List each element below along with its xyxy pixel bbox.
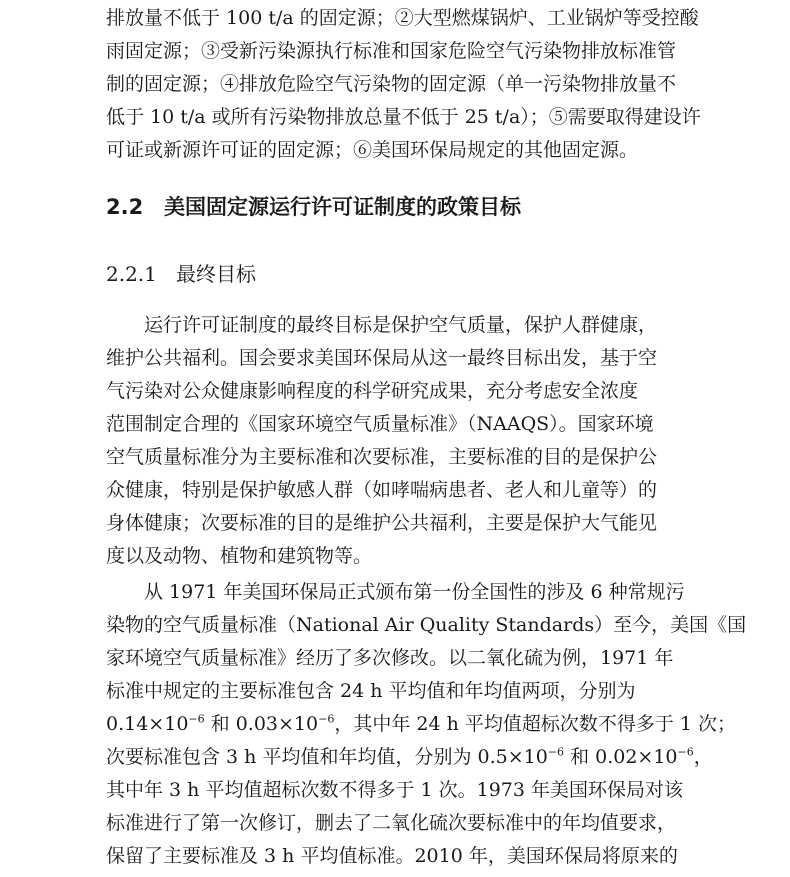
text-line: 标准进行了第一次修订，删去了二氧化硫次要标准中的年均值要求， (106, 812, 677, 834)
text-line: 度以及动物、植物和建筑物等。 (106, 545, 373, 567)
subsection-heading (106, 258, 256, 290)
text-line: 染物的空气质量标准（National Air Quality Standards）至今，美国《国 (106, 614, 747, 636)
paragraph-standard-history (106, 576, 747, 873)
text-segment: ， (693, 746, 713, 768)
value-text: 和 0.02×10 (564, 746, 678, 768)
value-text: 和 0.03×10 (204, 713, 319, 735)
section-heading (106, 190, 521, 224)
text-line: 可证或新源许可证的固定源；⑥美国环保局规定的其他固定源。 (106, 139, 639, 161)
subsection-title: 最终目标 (176, 262, 256, 286)
text-line: 雨固定源；③受新污染源执行标准和国家危险空气污染物排放标准管 (106, 40, 677, 62)
exponent: −6 (547, 745, 565, 759)
text-line (106, 741, 713, 774)
exponent: −6 (188, 712, 205, 726)
section-number: 2.2 (106, 195, 144, 219)
text-line: 保留了主要标准及 3 h 平均值标准。2010 年，美国环保局将原来的 (106, 845, 678, 867)
text-line: 排放量不低于 100 t/a 的固定源；②大型燃煤锅炉、工业锅炉等受控酸 (106, 7, 699, 29)
text-line: 范围制定合理的《国家环境空气质量标准》（NAAQS）。国家环境 (106, 413, 654, 435)
text-line: 空气质量标准分为主要标准和次要标准，主要标准的目的是保护公 (106, 446, 658, 468)
section-title: 美国固定源运行许可证制度的政策目标 (164, 195, 521, 219)
exponent: −6 (677, 745, 694, 759)
text-line: 家环境空气质量标准》经历了多次修改。以二氧化硫为例，1971 年 (106, 647, 674, 669)
text-line: 从 1971 年美国环保局正式颁布第一份全国性的涉及 6 种常规污 (144, 581, 685, 603)
text-line: 标准中规定的主要标准包含 24 h 平均值和年均值两项，分别为 (106, 680, 636, 702)
text-line: 其中年 3 h 平均值超标次数不得多于 1 次。1973 年美国环保局对该 (106, 779, 684, 801)
text-line: 众健康，特别是保护敏感人群（如哮喘病患者、老人和儿童等）的 (106, 479, 658, 501)
text-line: 身体健康；次要标准的目的是维护公共福利，主要是保护大气能见 (106, 512, 658, 534)
text-line (106, 708, 737, 741)
text-segment: ，其中年 24 h 平均值超标次数不得多于 1 次； (334, 713, 737, 735)
text-line: 运行许可证制度的最终目标是保护空气质量，保护人群健康， (144, 314, 658, 336)
exponent: −6 (318, 712, 335, 726)
value-text: 次要标准包含 3 h 平均值和年均值，分别为 0.5×10 (106, 746, 548, 768)
text-line: 制的固定源；④排放危险空气污染物的固定源（单一污染物排放量不 (106, 73, 677, 95)
text-line: 低于 10 t/a 或所有污染物排放总量不低于 25 t/a）；⑤需要取得建设许 (106, 106, 701, 128)
paragraph-final-goal (106, 309, 686, 573)
paragraph-stationary-sources (106, 2, 701, 167)
subsection-number: 2.2.1 (106, 262, 157, 286)
text-line: 气污染对公众健康影响程度的科学研究成果，充分考虑安全浓度 (106, 380, 639, 402)
text-line: 维护公共福利。国会要求美国环保局从这一最终目标出发，基于空 (106, 347, 658, 369)
value-text: 0.14×10 (106, 713, 189, 735)
